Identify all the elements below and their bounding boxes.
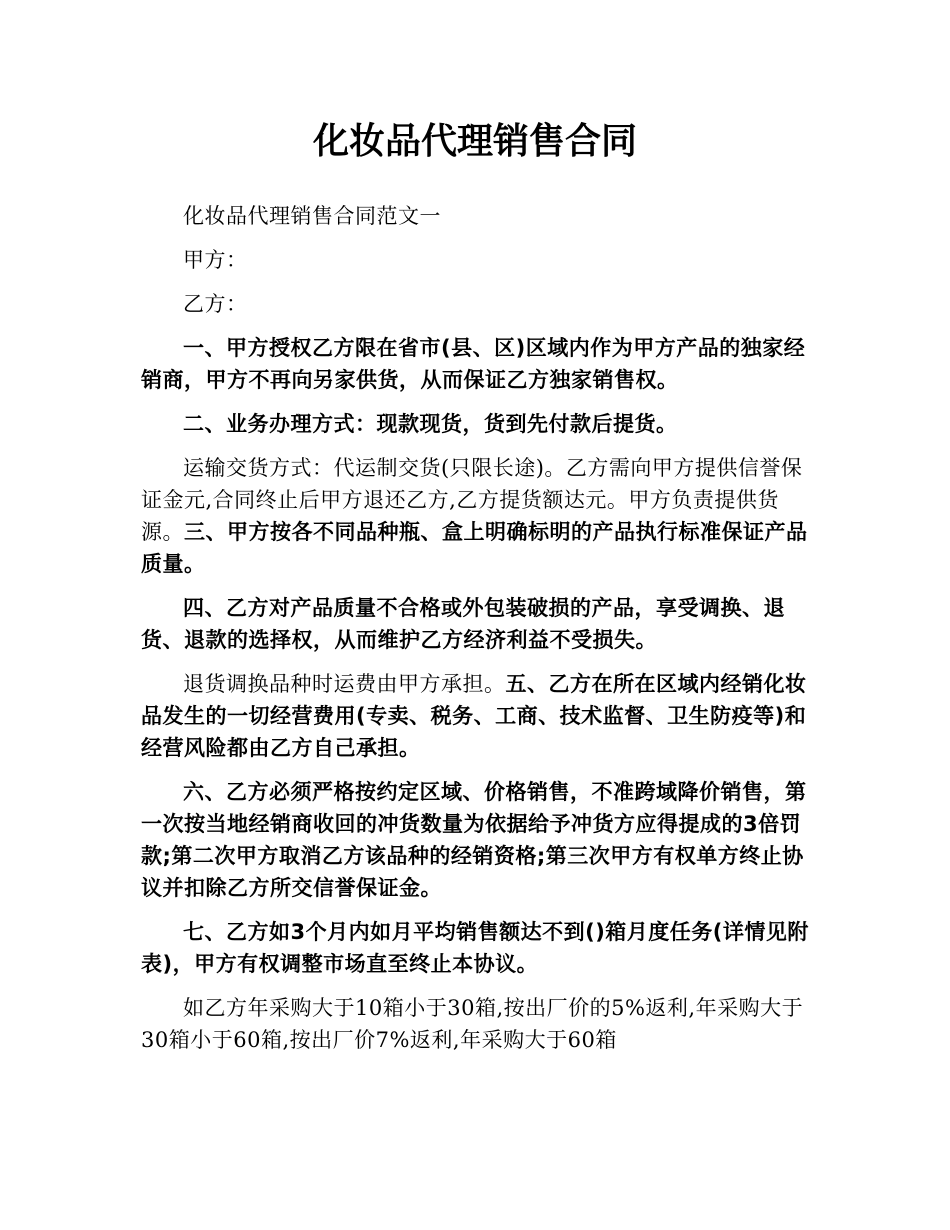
transport-paragraph — [141, 452, 809, 580]
clause-4: 四、乙方对产品质量不合格或外包装破损的产品，享受调换、退货、退款的选择权，从而维护乙方经济利益不受损失。 — [141, 596, 785, 652]
rebate-paragraph: 如乙方年采购大于10箱小于30箱,按出厂价的5%返利,年采购大于30箱小于60箱,按出厂价7%返利,年采购大于60箱 — [141, 996, 804, 1052]
document-title: 化妆品代理销售合同 — [312, 121, 637, 162]
clause-6: 六、乙方必须严格按约定区域、价格销售，不准跨域降价销售，第一次按当地经销商收回的冲货数量为依据给予冲货方应得提成的3倍罚款;第二次甲方取消乙方该品种的经销资格;第三次甲方有权单方终止协议并扣除乙方所交信誉保证金。 — [141, 780, 807, 900]
clause-5: 五、乙方在所在区域内经销化妆品发生的一切经营费用(专卖、税务、工商、技术监督、卫生防疫等)和经营风险都由乙方自己承担。 — [141, 672, 807, 760]
clause-3: 三、甲方按各不同品种瓶、盒上明确标明的产品执行标准保证产品质量。 — [141, 520, 808, 576]
party-b-line: 乙方： — [183, 292, 248, 316]
document-body — [141, 200, 809, 1068]
document-subtitle: 化妆品代理销售合同范文一 — [183, 204, 441, 228]
transport-text: 运输交货方式：代运制交货(只限长途)。乙方需向甲方提供信誉保证金元,合同终止后甲方退还乙方,乙方提货额达元。甲方负责提供货源。 — [141, 456, 803, 544]
clause-1: 一、甲方授权乙方限在省市(县、区)区域内作为甲方产品的独家经销商，甲方不再向另家供货，从而保证乙方独家销售权。 — [141, 336, 806, 392]
return-paragraph — [141, 668, 809, 764]
clause-2: 二、业务办理方式：现款现货，货到先付款后提货。 — [183, 412, 678, 436]
party-a-line: 甲方： — [183, 248, 248, 272]
clause-7: 七、乙方如3个月内如月平均销售额达不到()箱月度任务(详情见附表)，甲方有权调整市场直至终止本协议。 — [141, 920, 809, 976]
return-fee-text: 退货调换品种时运费由甲方承担。 — [183, 672, 506, 696]
